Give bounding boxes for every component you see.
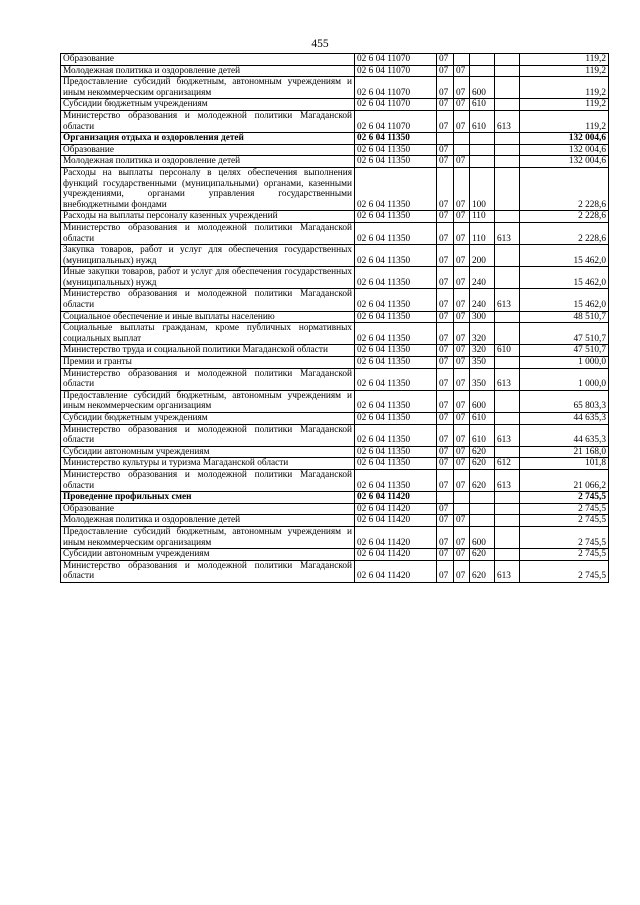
target-code: 02 6 04 11070 — [355, 54, 437, 66]
section-code: 07 — [437, 345, 454, 357]
subsection-code: 07 — [454, 458, 470, 470]
section-code: 07 — [437, 503, 454, 515]
subsection-code: 07 — [454, 357, 470, 369]
table-row — [61, 526, 609, 548]
subsection-code — [454, 492, 470, 504]
table-row — [61, 413, 609, 425]
expense-type-code — [470, 54, 495, 66]
table-row — [61, 458, 609, 470]
subsection-code: 07 — [454, 446, 470, 458]
target-code: 02 6 04 11350 — [355, 357, 437, 369]
amount: 1 000,0 — [520, 368, 609, 390]
amount: 47 510,7 — [520, 345, 609, 357]
row-name: Премии и гранты — [61, 357, 355, 369]
subsection-code — [454, 133, 470, 145]
budget-table — [60, 53, 609, 583]
subsection-code — [454, 144, 470, 156]
section-code — [437, 492, 454, 504]
amount: 2 745,5 — [520, 515, 609, 527]
admin-code — [495, 144, 520, 156]
table-row — [61, 368, 609, 390]
target-code: 02 6 04 11420 — [355, 492, 437, 504]
section-code: 07 — [437, 515, 454, 527]
target-code: 02 6 04 11350 — [355, 413, 437, 425]
table-row — [61, 492, 609, 504]
target-code: 02 6 04 11420 — [355, 503, 437, 515]
table-row — [61, 54, 609, 66]
amount: 2 745,5 — [520, 560, 609, 582]
subsection-code: 07 — [454, 156, 470, 168]
amount: 48 510,7 — [520, 311, 609, 323]
subsection-code: 07 — [454, 267, 470, 289]
target-code: 02 6 04 11350 — [355, 267, 437, 289]
table-row — [61, 65, 609, 77]
target-code: 02 6 04 11350 — [355, 245, 437, 267]
row-name: Субсидии бюджетным учреждениям — [61, 413, 355, 425]
expense-type-code — [470, 515, 495, 527]
target-code: 02 6 04 11350 — [355, 446, 437, 458]
target-code: 02 6 04 11350 — [355, 289, 437, 311]
row-name: Министерство образования и молодежной политики Магаданской области — [61, 222, 355, 244]
admin-code: 610 — [495, 345, 520, 357]
table-row — [61, 99, 609, 111]
amount: 2 745,5 — [520, 549, 609, 561]
admin-code: 613 — [495, 469, 520, 491]
row-name: Молодежная политика и оздоровление детей — [61, 515, 355, 527]
amount: 21 066,2 — [520, 469, 609, 491]
section-code: 07 — [437, 222, 454, 244]
row-name: Министерство образования и молодежной политики Магаданской области — [61, 469, 355, 491]
page-number: 455 — [311, 38, 329, 50]
admin-code: 613 — [495, 424, 520, 446]
section-code: 07 — [437, 458, 454, 470]
target-code: 02 6 04 11350 — [355, 345, 437, 357]
amount: 44 635,3 — [520, 424, 609, 446]
target-code: 02 6 04 11350 — [355, 167, 437, 210]
table-row — [61, 549, 609, 561]
admin-code — [495, 446, 520, 458]
row-name: Министерство образования и молодежной политики Магаданской области — [61, 424, 355, 446]
section-code: 07 — [437, 424, 454, 446]
table-row — [61, 560, 609, 582]
row-name: Молодежная политика и оздоровление детей — [61, 65, 355, 77]
expense-type-code: 620 — [470, 446, 495, 458]
amount: 2 228,6 — [520, 167, 609, 210]
admin-code — [495, 311, 520, 323]
subsection-code — [454, 54, 470, 66]
table-row — [61, 77, 609, 99]
expense-type-code: 110 — [470, 222, 495, 244]
section-code: 07 — [437, 390, 454, 412]
table-row — [61, 469, 609, 491]
admin-code — [495, 323, 520, 345]
amount: 15 462,0 — [520, 245, 609, 267]
row-name: Молодежная политика и оздоровление детей — [61, 156, 355, 168]
section-code: 07 — [437, 289, 454, 311]
expense-type-code: 240 — [470, 267, 495, 289]
amount: 119,2 — [520, 99, 609, 111]
table-row — [61, 357, 609, 369]
subsection-code: 07 — [454, 222, 470, 244]
section-code: 07 — [437, 267, 454, 289]
expense-type-code: 620 — [470, 458, 495, 470]
subsection-code: 07 — [454, 211, 470, 223]
table-row — [61, 211, 609, 223]
subsection-code: 07 — [454, 323, 470, 345]
expense-type-code — [470, 65, 495, 77]
subsection-code: 07 — [454, 424, 470, 446]
expense-type-code: 610 — [470, 110, 495, 132]
admin-code: 613 — [495, 560, 520, 582]
admin-code — [495, 167, 520, 210]
row-name: Министерство культуры и туризма Магаданской области — [61, 458, 355, 470]
target-code: 02 6 04 11350 — [355, 311, 437, 323]
table-row — [61, 222, 609, 244]
target-code: 02 6 04 11350 — [355, 156, 437, 168]
table-row — [61, 167, 609, 210]
subsection-code: 07 — [454, 65, 470, 77]
table-row — [61, 144, 609, 156]
expense-type-code: 610 — [470, 99, 495, 111]
section-code: 07 — [437, 549, 454, 561]
target-code: 02 6 04 11420 — [355, 560, 437, 582]
admin-code — [495, 65, 520, 77]
row-name: Субсидии бюджетным учреждениям — [61, 99, 355, 111]
table-row — [61, 156, 609, 168]
section-code: 07 — [437, 167, 454, 210]
subsection-code: 07 — [454, 167, 470, 210]
subsection-code: 07 — [454, 245, 470, 267]
expense-type-code: 320 — [470, 323, 495, 345]
admin-code — [495, 549, 520, 561]
table-row — [61, 390, 609, 412]
target-code: 02 6 04 11420 — [355, 549, 437, 561]
subsection-code — [454, 503, 470, 515]
row-name: Расходы на выплаты персоналу в целях обеспечения выполнения функций государственными (муниципальными) органами, казенными учреждениями, органами управления государственными внебюджетными фондами — [61, 167, 355, 210]
amount: 15 462,0 — [520, 267, 609, 289]
table-row — [61, 446, 609, 458]
amount: 15 462,0 — [520, 289, 609, 311]
amount: 2 745,5 — [520, 492, 609, 504]
row-name: Образование — [61, 144, 355, 156]
target-code: 02 6 04 11350 — [355, 469, 437, 491]
row-name: Проведение профильных смен — [61, 492, 355, 504]
expense-type-code: 300 — [470, 311, 495, 323]
amount: 119,2 — [520, 54, 609, 66]
budget-table-body — [61, 54, 609, 583]
amount: 21 168,0 — [520, 446, 609, 458]
target-code: 02 6 04 11350 — [355, 390, 437, 412]
section-code: 07 — [437, 245, 454, 267]
admin-code — [495, 77, 520, 99]
amount: 47 510,7 — [520, 323, 609, 345]
admin-code — [495, 526, 520, 548]
expense-type-code: 600 — [470, 526, 495, 548]
amount: 65 803,3 — [520, 390, 609, 412]
expense-type-code — [470, 144, 495, 156]
subsection-code: 07 — [454, 368, 470, 390]
expense-type-code: 350 — [470, 357, 495, 369]
amount: 2 745,5 — [520, 503, 609, 515]
section-code: 07 — [437, 211, 454, 223]
expense-type-code — [470, 492, 495, 504]
row-name: Образование — [61, 503, 355, 515]
expense-type-code: 100 — [470, 167, 495, 210]
table-row — [61, 323, 609, 345]
expense-type-code: 620 — [470, 549, 495, 561]
expense-type-code: 620 — [470, 469, 495, 491]
table-row — [61, 267, 609, 289]
subsection-code: 07 — [454, 549, 470, 561]
admin-code — [495, 99, 520, 111]
admin-code: 613 — [495, 222, 520, 244]
subsection-code: 07 — [454, 515, 470, 527]
amount: 1 000,0 — [520, 357, 609, 369]
expense-type-code: 610 — [470, 424, 495, 446]
row-name: Министерство образования и молодежной политики Магаданской области — [61, 289, 355, 311]
target-code: 02 6 04 11350 — [355, 458, 437, 470]
section-code: 07 — [437, 526, 454, 548]
expense-type-code: 320 — [470, 345, 495, 357]
amount: 132 004,6 — [520, 133, 609, 145]
table-row — [61, 311, 609, 323]
subsection-code: 07 — [454, 413, 470, 425]
row-name: Министерство образования и молодежной политики Магаданской области — [61, 560, 355, 582]
expense-type-code: 620 — [470, 560, 495, 582]
section-code: 07 — [437, 446, 454, 458]
table-row — [61, 110, 609, 132]
section-code: 07 — [437, 110, 454, 132]
admin-code — [495, 413, 520, 425]
table-row — [61, 515, 609, 527]
section-code: 07 — [437, 560, 454, 582]
target-code: 02 6 04 11070 — [355, 77, 437, 99]
subsection-code: 07 — [454, 469, 470, 491]
section-code: 07 — [437, 469, 454, 491]
section-code: 07 — [437, 54, 454, 66]
expense-type-code — [470, 156, 495, 168]
row-name: Субсидии автономным учреждениям — [61, 549, 355, 561]
expense-type-code: 350 — [470, 368, 495, 390]
admin-code — [495, 267, 520, 289]
target-code: 02 6 04 11350 — [355, 144, 437, 156]
table-row — [61, 289, 609, 311]
table-row — [61, 133, 609, 145]
admin-code: 612 — [495, 458, 520, 470]
admin-code — [495, 211, 520, 223]
admin-code: 613 — [495, 289, 520, 311]
target-code: 02 6 04 11350 — [355, 323, 437, 345]
amount: 2 228,6 — [520, 222, 609, 244]
subsection-code: 07 — [454, 110, 470, 132]
target-code: 02 6 04 11070 — [355, 110, 437, 132]
row-name: Иные закупки товаров, работ и услуг для обеспечения государственных (муниципальных) нужд — [61, 267, 355, 289]
admin-code — [495, 503, 520, 515]
table-row — [61, 245, 609, 267]
admin-code — [495, 357, 520, 369]
admin-code — [495, 133, 520, 145]
amount: 2 228,6 — [520, 211, 609, 223]
admin-code — [495, 492, 520, 504]
admin-code: 613 — [495, 368, 520, 390]
row-name: Предоставление субсидий бюджетным, автономным учреждениям и иным некоммерческим организациям — [61, 526, 355, 548]
target-code: 02 6 04 11350 — [355, 424, 437, 446]
table-row — [61, 424, 609, 446]
section-code: 07 — [437, 77, 454, 99]
section-code — [437, 133, 454, 145]
row-name: Расходы на выплаты персоналу казенных учреждений — [61, 211, 355, 223]
amount: 132 004,6 — [520, 144, 609, 156]
admin-code — [495, 515, 520, 527]
admin-code: 613 — [495, 110, 520, 132]
row-name: Предоставление субсидий бюджетным, автономным учреждениям и иным некоммерческим организациям — [61, 390, 355, 412]
section-code: 07 — [437, 323, 454, 345]
subsection-code: 07 — [454, 560, 470, 582]
amount: 119,2 — [520, 110, 609, 132]
expense-type-code: 610 — [470, 413, 495, 425]
target-code: 02 6 04 11070 — [355, 99, 437, 111]
admin-code — [495, 390, 520, 412]
row-name: Образование — [61, 54, 355, 66]
section-code: 07 — [437, 357, 454, 369]
subsection-code: 07 — [454, 390, 470, 412]
amount: 2 745,5 — [520, 526, 609, 548]
section-code: 07 — [437, 311, 454, 323]
amount: 119,2 — [520, 65, 609, 77]
amount: 119,2 — [520, 77, 609, 99]
row-name: Субсидии автономным учреждениям — [61, 446, 355, 458]
row-name: Социальные выплаты гражданам, кроме публичных нормативных социальных выплат — [61, 323, 355, 345]
subsection-code: 07 — [454, 77, 470, 99]
admin-code — [495, 54, 520, 66]
target-code: 02 6 04 11350 — [355, 211, 437, 223]
expense-type-code: 200 — [470, 245, 495, 267]
target-code: 02 6 04 11350 — [355, 368, 437, 390]
section-code: 07 — [437, 413, 454, 425]
target-code: 02 6 04 11070 — [355, 65, 437, 77]
section-code: 07 — [437, 368, 454, 390]
amount: 44 635,3 — [520, 413, 609, 425]
admin-code — [495, 156, 520, 168]
expense-type-code — [470, 503, 495, 515]
target-code: 02 6 04 11420 — [355, 515, 437, 527]
row-name: Организация отдыха и оздоровления детей — [61, 133, 355, 145]
amount: 132 004,6 — [520, 156, 609, 168]
expense-type-code: 110 — [470, 211, 495, 223]
expense-type-code: 600 — [470, 390, 495, 412]
section-code: 07 — [437, 99, 454, 111]
table-row — [61, 503, 609, 515]
subsection-code: 07 — [454, 311, 470, 323]
section-code: 07 — [437, 156, 454, 168]
row-name: Предоставление субсидий бюджетным, автономным учреждениям и иным некоммерческим организациям — [61, 77, 355, 99]
row-name: Министерство образования и молодежной политики Магаданской области — [61, 110, 355, 132]
row-name: Закупка товаров, работ и услуг для обеспечения государственных (муниципальных) нужд — [61, 245, 355, 267]
expense-type-code: 600 — [470, 77, 495, 99]
subsection-code: 07 — [454, 526, 470, 548]
admin-code — [495, 245, 520, 267]
amount: 101,8 — [520, 458, 609, 470]
row-name: Социальное обеспечение и иные выплаты населению — [61, 311, 355, 323]
row-name: Министерство труда и социальной политики Магаданской области — [61, 345, 355, 357]
subsection-code: 07 — [454, 345, 470, 357]
subsection-code: 07 — [454, 99, 470, 111]
subsection-code: 07 — [454, 289, 470, 311]
expense-type-code — [470, 133, 495, 145]
table-row — [61, 345, 609, 357]
section-code: 07 — [437, 144, 454, 156]
expense-type-code: 240 — [470, 289, 495, 311]
row-name: Министерство образования и молодежной политики Магаданской области — [61, 368, 355, 390]
target-code: 02 6 04 11420 — [355, 526, 437, 548]
section-code: 07 — [437, 65, 454, 77]
target-code: 02 6 04 11350 — [355, 222, 437, 244]
target-code: 02 6 04 11350 — [355, 133, 437, 145]
